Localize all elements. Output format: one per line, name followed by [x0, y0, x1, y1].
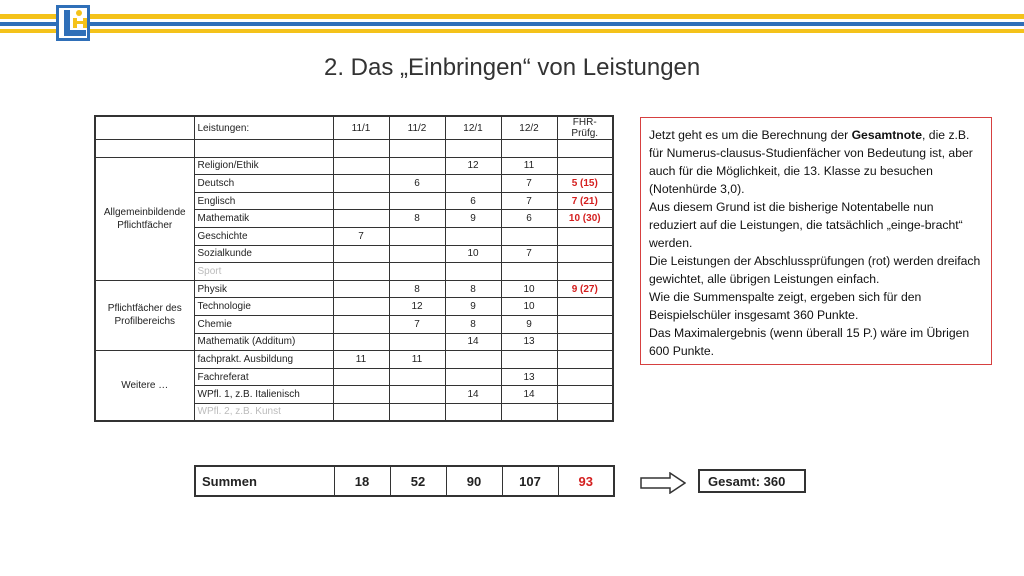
exam-score-cell: [557, 333, 613, 351]
subject-cell: Geschichte: [194, 227, 333, 245]
arrow-right-icon: [640, 472, 686, 494]
score-cell: [501, 403, 557, 421]
score-cell: [333, 157, 389, 175]
exam-score-cell: [557, 157, 613, 175]
subject-cell: Religion/Ethik: [194, 157, 333, 175]
score-cell: [333, 263, 389, 281]
score-cell: 12: [389, 298, 445, 316]
score-cell: [445, 263, 501, 281]
header-empty-cell: [95, 116, 194, 140]
exam-score-cell: 9 (27): [557, 280, 613, 298]
exam-score-cell: 10 (30): [557, 210, 613, 228]
score-cell: [333, 298, 389, 316]
subject-cell: Sozialkunde: [194, 245, 333, 263]
score-cell: 10: [501, 298, 557, 316]
score-cell: [501, 351, 557, 369]
table-header-row: [95, 116, 613, 140]
score-cell: [333, 368, 389, 386]
exam-score-cell: [557, 351, 613, 369]
exam-score-cell: [557, 386, 613, 404]
header-stripe-blue: [0, 22, 1024, 26]
total-box: Gesamt: 360: [698, 469, 806, 493]
exam-score-cell: [557, 227, 613, 245]
score-cell: [389, 157, 445, 175]
score-cell: 13: [501, 368, 557, 386]
score-cell: 8: [389, 280, 445, 298]
score-cell: 8: [445, 315, 501, 333]
score-cell: 6: [389, 175, 445, 193]
score-cell: 7: [333, 227, 389, 245]
note-paragraph: Das Maximalergebnis (wenn überall 15 P.) wäre im Übrigen 600 Punkte.: [649, 326, 970, 358]
score-cell: [389, 192, 445, 210]
score-cell: [445, 368, 501, 386]
score-cell: 8: [445, 280, 501, 298]
sums-label: Summen: [195, 466, 334, 496]
score-cell: 14: [501, 386, 557, 404]
header-col: 12/2: [501, 116, 557, 140]
score-cell: [445, 175, 501, 193]
exam-score-cell: [557, 263, 613, 281]
subject-cell: Mathematik: [194, 210, 333, 228]
subject-cell: Fachreferat: [194, 368, 333, 386]
score-cell: [389, 245, 445, 263]
subject-cell: WPfl. 1, z.B. Italienisch: [194, 386, 333, 404]
exam-score-cell: [557, 368, 613, 386]
score-cell: [333, 192, 389, 210]
score-cell: [445, 227, 501, 245]
score-cell: [389, 227, 445, 245]
explanation-box: [640, 117, 992, 365]
subject-cell: Technologie: [194, 298, 333, 316]
table-row: [95, 351, 613, 369]
grades-table: [94, 115, 614, 422]
score-cell: 12: [445, 157, 501, 175]
score-cell: [333, 245, 389, 263]
group-label: Allgemeinbildende Pflichtfächer: [95, 157, 194, 280]
note-paragraph: Jetzt geht es um die Berechnung der Gesamtnote, die z.B. für Numerus-clausus-Studienfächer von Bedeutung ist, aber auch für die Möglichkeit, die 13. Klasse zu besuchen (Notenhürde 3,0).: [649, 128, 973, 196]
exam-score-cell: 7 (21): [557, 192, 613, 210]
score-cell: 14: [445, 386, 501, 404]
score-cell: 11: [501, 157, 557, 175]
score-cell: 7: [389, 315, 445, 333]
score-cell: [333, 175, 389, 193]
table-empty-row: [95, 140, 613, 158]
score-cell: 9: [445, 210, 501, 228]
header-col: FHR-Prüfg.: [557, 116, 613, 140]
exam-score-cell: [557, 245, 613, 263]
score-cell: 11: [333, 351, 389, 369]
sums-table: [194, 465, 615, 497]
note-paragraph: Wie die Summenspalte zeigt, ergeben sich für den Beispielschüler insgesamt 360 Punkte.: [649, 290, 922, 322]
score-cell: [389, 368, 445, 386]
header-col: 11/1: [333, 116, 389, 140]
note-paragraph: Die Leistungen der Abschlussprüfungen (rot) werden dreifach gewichtet, alle übrigen Leistungen einfach.: [649, 254, 981, 286]
score-cell: [333, 403, 389, 421]
score-cell: 13: [501, 333, 557, 351]
sums-row: [195, 466, 614, 496]
group-label: Weitere …: [95, 351, 194, 421]
score-cell: 6: [445, 192, 501, 210]
subject-cell: Sport: [194, 263, 333, 281]
score-cell: [333, 333, 389, 351]
header-stripe-yellow-top: [0, 14, 1024, 19]
score-cell: 9: [501, 315, 557, 333]
header-stripe-yellow-bottom: [0, 29, 1024, 33]
subject-cell: fachprakt. Ausbildung: [194, 351, 333, 369]
subject-cell: Englisch: [194, 192, 333, 210]
header-col: 12/1: [445, 116, 501, 140]
score-cell: [445, 403, 501, 421]
score-cell: 10: [445, 245, 501, 263]
subject-cell: Physik: [194, 280, 333, 298]
score-cell: 7: [501, 192, 557, 210]
table-row: [95, 280, 613, 298]
sum-value: 52: [390, 466, 446, 496]
subject-cell: Chemie: [194, 315, 333, 333]
score-cell: [333, 386, 389, 404]
sum-value: 18: [334, 466, 390, 496]
score-cell: 9: [445, 298, 501, 316]
score-cell: [389, 263, 445, 281]
sum-value-exam: 93: [558, 466, 614, 496]
score-cell: 7: [501, 245, 557, 263]
subject-cell: Deutsch: [194, 175, 333, 193]
score-cell: [333, 280, 389, 298]
score-cell: [389, 333, 445, 351]
table-row: [95, 157, 613, 175]
score-cell: [445, 351, 501, 369]
sum-value: 107: [502, 466, 558, 496]
header-label: Leistungen:: [194, 116, 333, 140]
score-cell: [501, 227, 557, 245]
sum-value: 90: [446, 466, 502, 496]
subject-cell: Mathematik (Additum): [194, 333, 333, 351]
score-cell: [333, 315, 389, 333]
note-paragraph: Aus diesem Grund ist die bisherige Notentabelle nun reduziert auf die Leistungen, die tatsächlich „einge-bracht“ werden.: [649, 200, 963, 250]
score-cell: 6: [501, 210, 557, 228]
page-title: 2. Das „Einbringen“ von Leistungen: [324, 54, 701, 81]
score-cell: 14: [445, 333, 501, 351]
exam-score-cell: 5 (15): [557, 175, 613, 193]
exam-score-cell: [557, 403, 613, 421]
exam-score-cell: [557, 315, 613, 333]
score-cell: [501, 263, 557, 281]
group-label: Pflichtfächer des Profilbereichs: [95, 280, 194, 350]
subject-cell: WPfl. 2, z.B. Kunst: [194, 403, 333, 421]
score-cell: 11: [389, 351, 445, 369]
score-cell: 8: [389, 210, 445, 228]
score-cell: 7: [501, 175, 557, 193]
score-cell: [333, 210, 389, 228]
exam-score-cell: [557, 298, 613, 316]
school-logo-icon: [56, 5, 90, 41]
header-col: 11/2: [389, 116, 445, 140]
score-cell: [389, 386, 445, 404]
score-cell: 10: [501, 280, 557, 298]
score-cell: [389, 403, 445, 421]
